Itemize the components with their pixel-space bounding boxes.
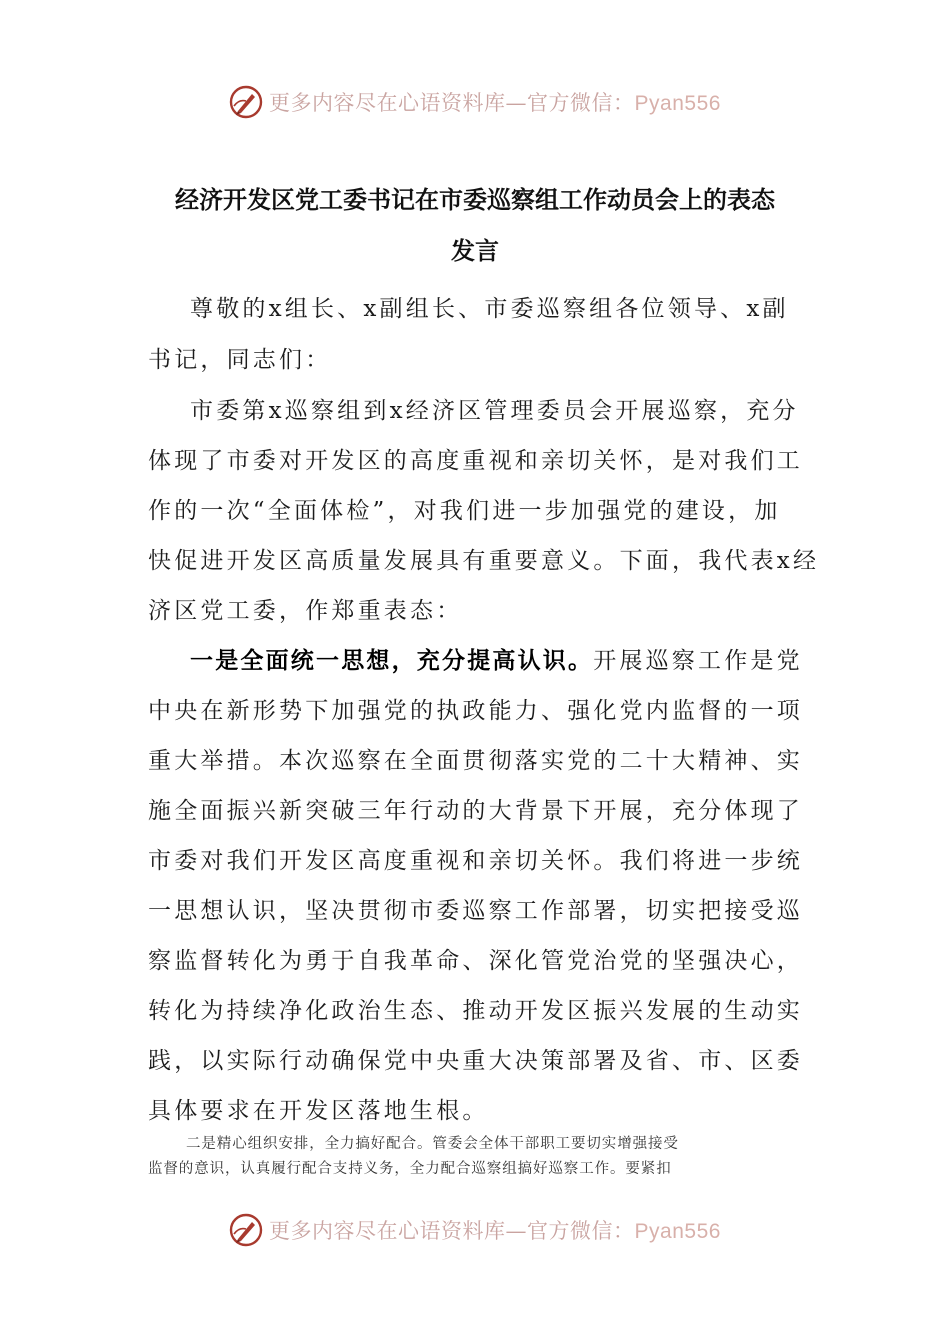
paragraph-line: 体现了市委对开发区的高度重视和亲切关怀，是对我们工 bbox=[148, 448, 803, 474]
paragraph-line: 转化为持续净化政治生态、推动开发区振兴发展的生动实 bbox=[148, 998, 803, 1024]
pen-logo-icon bbox=[229, 1213, 263, 1247]
document-title: 经济开发区党工委书记在市委巡察组工作动员会上的表态 bbox=[175, 186, 775, 214]
paragraph-line: 作的一次“全面体检”，对我们进一步加强党的建设，加 bbox=[148, 498, 781, 524]
paragraph-line: 市委第x巡察组到x经济区管理委员会开展巡察，充分 bbox=[190, 398, 799, 424]
paragraph-line: 践，以实际行动确保党中央重大决策部署及省、市、区委 bbox=[148, 1048, 803, 1074]
paragraph-line: 市委对我们开发区高度重视和亲切关怀。我们将进一步统 bbox=[148, 848, 803, 874]
salutation-line: 尊敬的x组长、x副组长、市委巡察组各位领导、x副 bbox=[190, 296, 789, 322]
paragraph-line: 重大举措。本次巡察在全面贯彻落实党的二十大精神、实 bbox=[148, 748, 803, 774]
paragraph-line: 一思想认识，坚决贯彻市委巡察工作部署，切实把接受巡 bbox=[148, 898, 803, 924]
paragraph-line: 济区党工委，作郑重表态： bbox=[148, 598, 463, 624]
pen-logo-icon bbox=[229, 85, 263, 119]
paragraph-line: 察监督转化为勇于自我革命、深化管党治党的坚强决心， bbox=[148, 948, 803, 974]
paragraph-text: 开展巡察工作是党 bbox=[593, 648, 803, 674]
paragraph-line: 具体要求在开发区落地生根。 bbox=[148, 1098, 489, 1124]
paragraph-line: 快促进开发区高质量发展具有重要意义。下面，我代表x经 bbox=[148, 548, 820, 574]
paragraph-line-small: 监督的意识，认真履行配合支持义务，全力配合巡察组搞好巡察工作。要紧扣 bbox=[148, 1161, 672, 1177]
banner-text: 更多内容尽在心语资料库—官方微信：Pyan556 bbox=[269, 91, 721, 115]
paragraph-heading-line bbox=[190, 642, 803, 675]
paragraph-line: 施全面振兴新突破三年行动的大背景下开展，充分体现了 bbox=[148, 798, 803, 824]
paragraph-line-small: 二是精心组织安排，全力搞好配合。管委会全体干部职工要切实增强接受 bbox=[186, 1136, 679, 1152]
salutation-line: 书记，同志们： bbox=[148, 347, 332, 373]
section-heading: 一是全面统一思想，充分提高认识。 bbox=[190, 648, 594, 674]
paragraph-line: 中央在新形势下加强党的执政能力、强化党内监督的一项 bbox=[148, 698, 803, 724]
header-watermark-banner bbox=[0, 82, 950, 122]
document-title-continued: 发言 bbox=[451, 237, 499, 265]
footer-watermark-banner bbox=[0, 1210, 950, 1250]
banner-text: 更多内容尽在心语资料库—官方微信：Pyan556 bbox=[269, 1219, 721, 1243]
